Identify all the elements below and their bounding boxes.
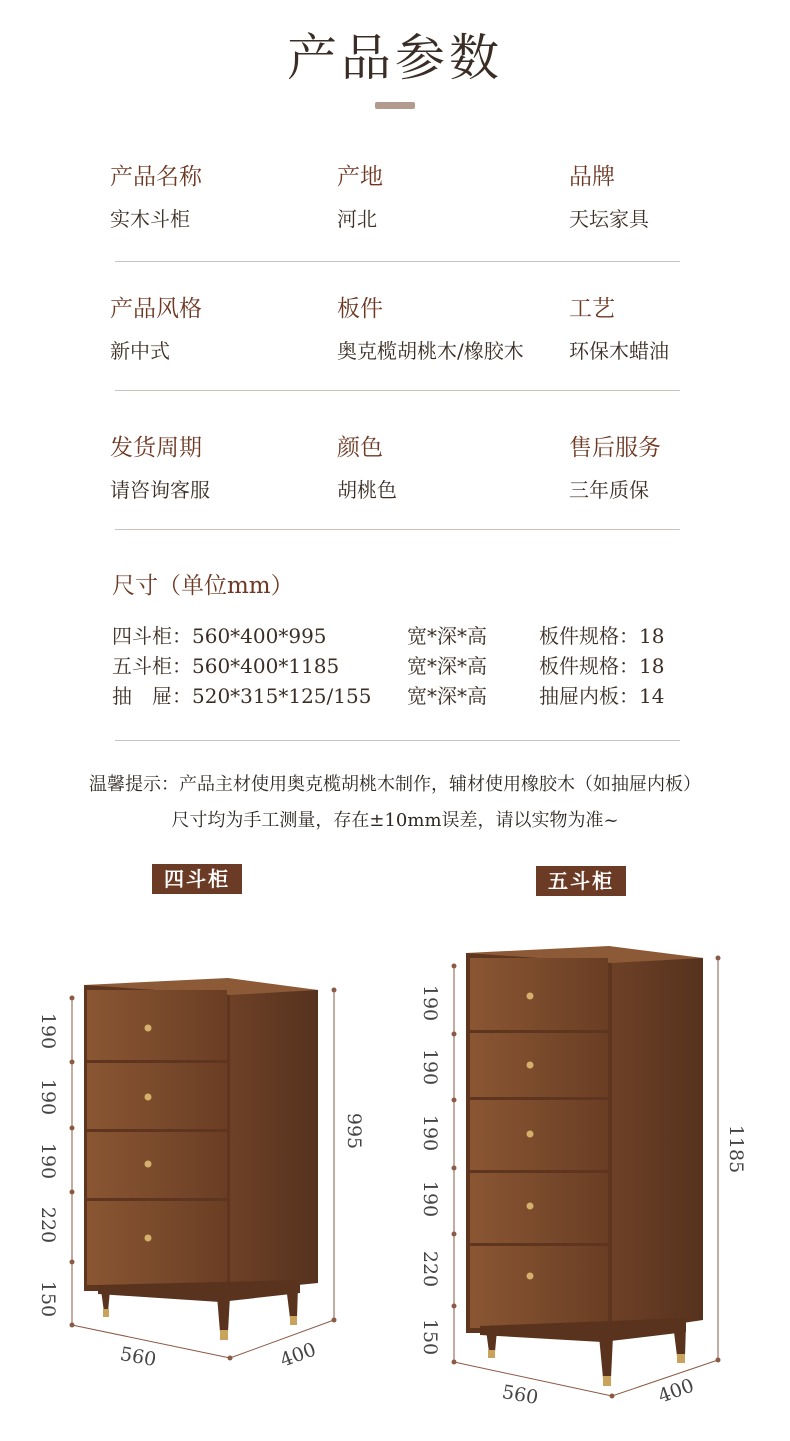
leg-cap [103,1309,109,1317]
dim-drawer-4: 220 [37,1206,60,1244]
size-name: 四斗柜：560*400*995 [112,624,327,648]
spec-value: 奥克榄胡桃木/橡胶木 [337,339,524,363]
drawer [87,1201,227,1285]
drawer [87,990,227,1060]
spec-label: 售后服务 [569,435,661,461]
spec-value: 环保木蜡油 [569,339,669,363]
size-extra: 板件规格：18 [539,654,665,678]
dim-total-height: 995 [343,1112,366,1150]
dim-leg: 150 [37,1280,60,1318]
dim-drawer-5: 220 [419,1250,442,1288]
spec-label: 板件 [337,296,383,322]
spec-value: 天坛家具 [569,207,649,231]
leg-cap [220,1330,228,1340]
badge-five-drawer: 五斗柜 [536,866,626,896]
spec-label: 品牌 [569,164,615,190]
leg-cap [677,1354,685,1363]
leg [217,1296,230,1332]
drawer [87,1063,227,1129]
dim-drawer-2: 190 [37,1078,60,1116]
knob [145,1025,152,1032]
cabinet-side-panel [609,951,703,1334]
size-unit: 宽*深*高 [407,684,487,708]
cabinet-side-panel [228,983,318,1292]
five-drawer-cabinet [452,946,721,1399]
size-name: 抽 屉：520*315*125/155 [112,684,372,708]
spec-label: 发货周期 [110,435,202,461]
dim-width: 560 [118,1343,158,1371]
spec-label: 产地 [337,164,383,190]
dim-drawer-3: 190 [37,1142,60,1180]
spec-value: 三年质保 [569,478,649,502]
knob [527,1273,534,1280]
leg [673,1324,686,1356]
dim-drawer-4: 190 [419,1180,442,1218]
four-drawer-cabinet [70,978,337,1361]
spec-value: 胡桃色 [337,478,397,502]
size-title: 尺寸（单位mm） [112,573,294,599]
dim-drawer-1: 190 [37,1012,60,1050]
notice-line-2: 尺寸均为手工测量，存在±10mm误差，请以实物为准~ [171,810,619,831]
knob [527,1203,534,1210]
dim-total-height: 1185 [725,1124,748,1174]
drawer [87,1132,227,1198]
size-unit: 宽*深*高 [407,654,487,678]
notice-line-1: 温馨提示：产品主材使用奥克榄胡桃木制作，辅材使用橡胶木（如抽屉内板） [89,774,701,795]
leg-cap [603,1376,611,1386]
leg-cap [290,1316,297,1325]
leg [101,1290,110,1312]
drawer [470,1246,608,1328]
drawer [470,1100,608,1170]
dim-drawer-3: 190 [419,1114,442,1152]
drawer [470,1173,608,1243]
badge-four-drawer: 四斗柜 [152,864,242,894]
size-unit: 宽*深*高 [407,624,487,648]
spec-value: 请咨询客服 [110,478,210,502]
spec-label: 产品名称 [110,164,202,190]
size-extra: 抽屉内板：14 [539,684,665,708]
page-title: 产品参数 [287,29,503,87]
size-extra: 板件规格：18 [539,624,665,648]
leg [599,1336,613,1378]
knob [145,1094,152,1101]
dim-leg: 150 [419,1318,442,1356]
drawer [470,1033,608,1097]
knob [527,1062,534,1069]
leg-cap [488,1350,495,1358]
spec-label: 工艺 [569,296,615,322]
spec-value: 新中式 [110,339,170,363]
dim-drawer-1: 190 [419,984,442,1022]
spec-label: 颜色 [337,435,383,461]
size-name: 五斗柜：560*400*1185 [112,654,340,678]
knob [145,1161,152,1168]
dim-depth: 400 [277,1338,319,1372]
dim-drawer-2: 190 [419,1048,442,1086]
leg [286,1286,298,1318]
knob [527,1131,534,1138]
drawer [470,958,608,1030]
knob [527,993,534,1000]
dim-width: 560 [500,1381,540,1409]
leg [486,1330,497,1352]
spec-label: 产品风格 [110,296,202,322]
spec-value: 实木斗柜 [110,207,190,231]
knob [145,1235,152,1242]
spec-value: 河北 [337,207,377,231]
dim-depth: 400 [655,1374,697,1408]
